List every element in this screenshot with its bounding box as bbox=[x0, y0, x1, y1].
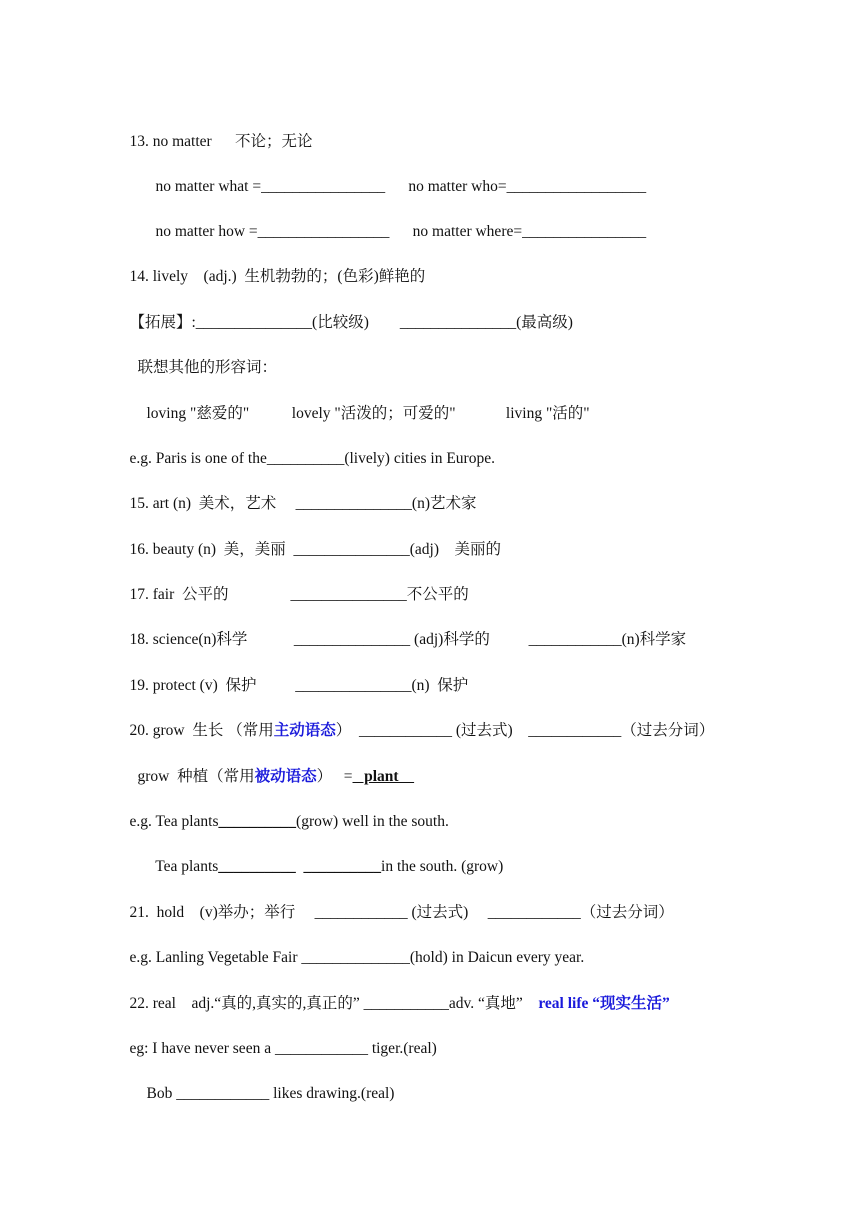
text: e.g. Paris is one of the__________(lively) cities in Europe. bbox=[129, 450, 495, 467]
text: Bob ____________ likes drawing.(real) bbox=[146, 1085, 395, 1102]
blank: __________ bbox=[218, 813, 297, 830]
blank: __________ __________ bbox=[218, 858, 382, 875]
text: ） ____________ (过去式) ____________（过去分词） bbox=[335, 722, 715, 739]
text: 13. no matter 不论；无论 bbox=[129, 133, 313, 150]
highlight-passive-voice: 被动语态 bbox=[254, 768, 317, 785]
item-22-example-2 bbox=[131, 1064, 394, 1124]
text: 19. protect (v) 保护 _______________(n) 保护 bbox=[129, 677, 469, 694]
text: in the south. (grow) bbox=[381, 858, 504, 875]
text: e.g. Lanling Vegetable Fair ______________(hold) in Daicun every year. bbox=[129, 949, 585, 966]
text: 【拓展】:_______________(比较级) _______________(最高级) bbox=[129, 314, 573, 331]
text: 15. art (n) 美术，艺术 _______________(n)艺术家 bbox=[129, 495, 477, 512]
text: 21. hold (v)举办；举行 ____________ (过去式) ____________（过去分词） bbox=[129, 904, 674, 921]
text: 联想其他的形容词： bbox=[137, 359, 278, 376]
text: e.g. Tea plants bbox=[129, 813, 219, 830]
text: no matter what =________________ no matter who=__________________ bbox=[155, 178, 647, 195]
answer-plant: plant bbox=[352, 768, 415, 785]
text: (grow) well in the south. bbox=[296, 813, 449, 830]
text: ） = bbox=[316, 768, 353, 785]
highlight-active-voice: 主动语态 bbox=[273, 722, 336, 739]
text: eg: I have never seen a ____________ tiger.(real) bbox=[129, 1040, 437, 1057]
text: Tea plants bbox=[155, 858, 219, 875]
text: 17. fair 公平的 _______________不公平的 bbox=[129, 586, 469, 603]
text: grow 种植（常用 bbox=[137, 768, 255, 785]
text: no matter how =_________________ no matter where=________________ bbox=[155, 223, 647, 240]
text: 18. science(n)科学 _______________ (adj)科学的 ____________(n)科学家 bbox=[129, 631, 687, 648]
text: 22. real adj.“真的,真实的,真正的” ___________adv. “真地” bbox=[129, 995, 539, 1012]
text: 16. beauty (n) 美，美丽 _______________(adj) 美丽的 bbox=[129, 541, 502, 558]
text: loving "慈爱的" lovely "活泼的；可爱的" living "活的" bbox=[146, 405, 590, 422]
text: 14. lively (adj.) 生机勃勃的；(色彩)鲜艳的 bbox=[129, 268, 426, 285]
text: 20. grow 生长 （常用 bbox=[129, 722, 274, 739]
highlight-real-life: real life “现实生活” bbox=[538, 995, 670, 1012]
